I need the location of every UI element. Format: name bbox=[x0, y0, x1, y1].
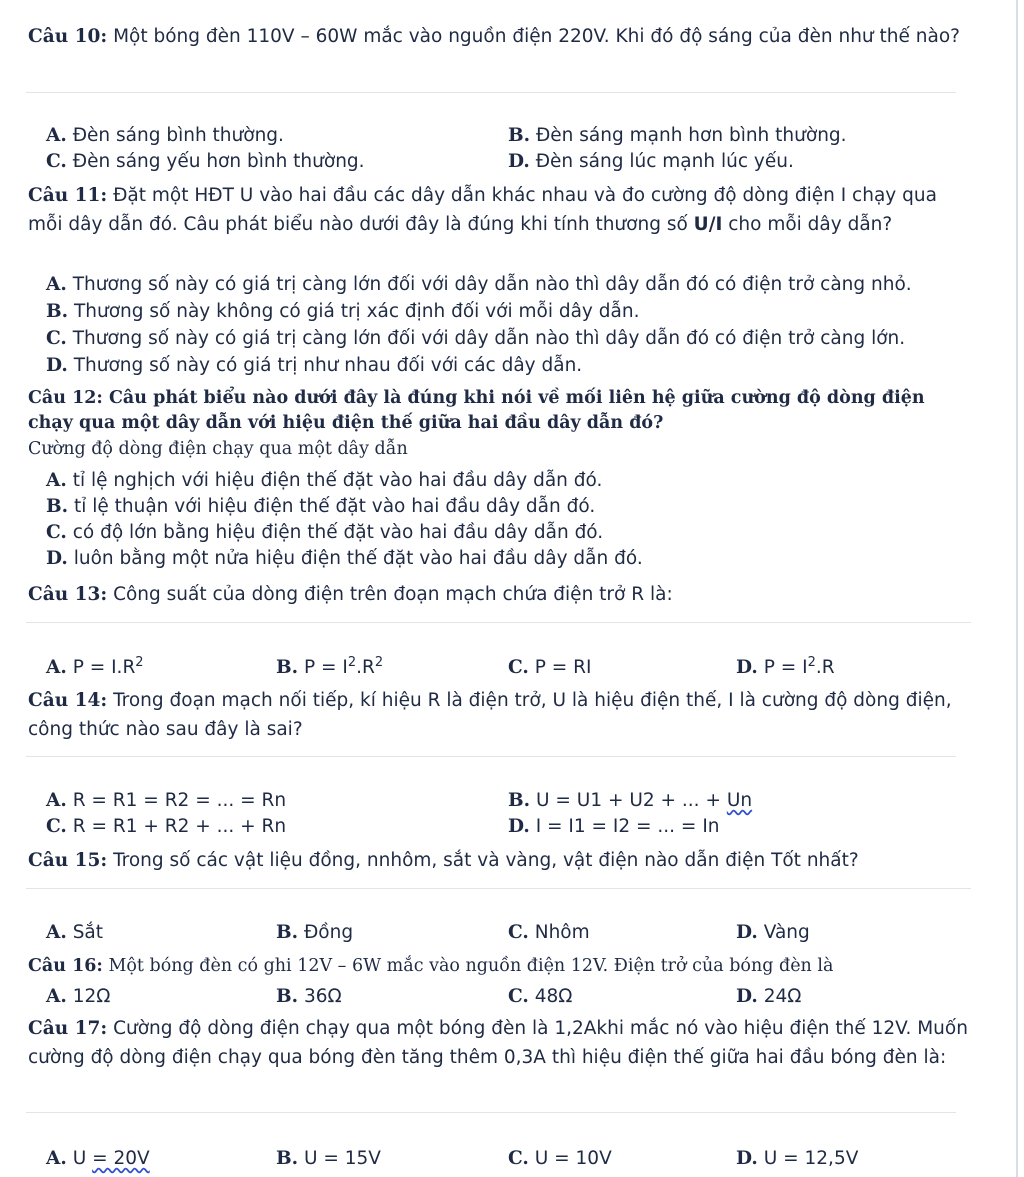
q10-option-b[interactable]: B. Đèn sáng mạnh hơn bình thường. bbox=[508, 125, 847, 146]
question-11: Câu 11: Đặt một HĐT U vào hai đầu các dây dẫn khác nhau và đo cường độ dòng điện I chạy qua mỗi dây dẫn đó. Câu phát biểu nào dưới đây là đúng khi tính thương số U/I cho mỗi dây dẫn? bbox=[28, 185, 937, 235]
q12-stem: Cường độ dòng điện chạy qua một dây dẫn bbox=[28, 439, 408, 459]
q13-option-b[interactable]: B. $P = I^2.R^2$ bbox=[276, 654, 384, 678]
question-17: Câu 17: Cường độ dòng điện chạy qua một bóng đèn là 1,2Akhi mắc nó vào hiệu điện thế 12V. Muốn cường độ dòng điện chạy qua bóng đèn tăng thêm 0,3A thì hiệu điện thế giữa hai đầu bóng đèn là: bbox=[28, 1018, 968, 1068]
question-15: Câu 15: Trong số các vật liệu đồng, nnhôm, sắt và vàng, vật điện nào dẫn điện Tốt nhất? bbox=[28, 850, 859, 871]
q11-option-b[interactable]: B. Thương số này không có giá trị xác định đối với mỗi dây dẫn. bbox=[46, 301, 640, 322]
q12-option-a[interactable]: A. tỉ lệ nghịch với hiệu điện thế đặt vào hai đầu dây dẫn đó. bbox=[46, 470, 603, 491]
question-12: Câu 12: Câu phát biểu nào dưới đây là đúng khi nói về mối liên hệ giữa cường độ dòng điện chạy qua một dây dẫn với hiệu điện thế giữa hai đầu dây dẫn đó? bbox=[28, 388, 925, 433]
question-10: Câu 10: Một bóng đèn 110V – 60W mắc vào nguồn điện 220V. Khi đó độ sáng của đèn như thế nào? bbox=[28, 26, 960, 47]
divider bbox=[26, 92, 956, 93]
divider bbox=[26, 888, 971, 889]
q16-option-c[interactable]: C. 48Ω bbox=[508, 986, 573, 1007]
q15-option-d[interactable]: D. Vàng bbox=[736, 922, 810, 943]
q15-option-c[interactable]: C. Nhôm bbox=[508, 922, 590, 943]
q16-option-d[interactable]: D. 24Ω bbox=[736, 986, 802, 1007]
question-16: Câu 16: Một bóng đèn có ghi 12V – 6W mắc vào nguồn điện 12V. Điện trở của bóng đèn là bbox=[28, 956, 834, 976]
q12-option-c[interactable]: C. có độ lớn bằng hiệu điện thế đặt vào hai đầu dây dẫn đó. bbox=[46, 522, 604, 543]
question-14: Câu 14: Trong đoạn mạch nối tiếp, kí hiệu R là điện trở, U là hiệu điện thế, I là cường độ dòng điện, công thức nào sau đây là sai? bbox=[28, 690, 952, 740]
question-13: Câu 13: Công suất của dòng điện trên đoạn mạch chứa điện trở R là: bbox=[28, 584, 673, 605]
q12-option-b[interactable]: B. tỉ lệ thuận với hiệu điện thế đặt vào hai đầu dây dẫn đó. bbox=[46, 496, 596, 517]
q12-option-d[interactable]: D. luôn bằng một nửa hiệu điện thế đặt vào hai đầu dây dẫn đó. bbox=[46, 548, 643, 569]
divider bbox=[26, 622, 971, 623]
q17-option-b[interactable]: B. U = 15V bbox=[276, 1148, 381, 1169]
q17-option-c[interactable]: C. U = 10V bbox=[508, 1148, 612, 1169]
q13-option-d[interactable]: D. $P = I^2.R$ bbox=[736, 654, 835, 678]
divider bbox=[26, 1112, 956, 1113]
q11-option-d[interactable]: D. Thương số này có giá trị như nhau đối với các dây dẫn. bbox=[46, 355, 583, 376]
q16-option-b[interactable]: B. 36Ω bbox=[276, 986, 342, 1007]
page-edge bbox=[1016, 0, 1018, 1177]
divider bbox=[26, 756, 956, 757]
q13-option-a[interactable]: A. $P = I.R^2$ bbox=[46, 654, 144, 678]
q14-option-a[interactable]: A. R = R1 = R2 = ... = Rn bbox=[46, 790, 287, 811]
q15-option-b[interactable]: B. Đồng bbox=[276, 922, 354, 943]
q14-option-b[interactable]: B. U = U1 + U2 + ... + Un bbox=[508, 790, 753, 811]
q17-option-d[interactable]: D. U = 12,5V bbox=[736, 1148, 859, 1169]
q16-option-a[interactable]: A. 12Ω bbox=[46, 986, 111, 1007]
q13-option-c[interactable]: C. P = RI bbox=[508, 657, 592, 678]
q14-option-d[interactable]: D. I = I1 = I2 = ... = In bbox=[508, 816, 720, 837]
q17-option-a[interactable]: A. U = 20V bbox=[46, 1148, 150, 1169]
q10-option-d[interactable]: D. Đèn sáng lúc mạnh lúc yếu. bbox=[508, 151, 794, 172]
q15-option-a[interactable]: A. Sắt bbox=[46, 922, 104, 943]
q11-option-a[interactable]: A. Thương số này có giá trị càng lớn đối với dây dẫn nào thì dây dẫn đó có điện trở càng nhỏ. bbox=[46, 274, 912, 295]
q14-option-c[interactable]: C. R = R1 + R2 + ... + Rn bbox=[46, 816, 287, 837]
q11-option-c[interactable]: C. Thương số này có giá trị càng lớn đối với dây dẫn nào thì dây dẫn đó có điện trở càng lớn. bbox=[46, 328, 906, 349]
q10-option-c[interactable]: C. Đèn sáng yếu hơn bình thường. bbox=[46, 151, 365, 172]
q10-option-a[interactable]: A. Đèn sáng bình thường. bbox=[46, 125, 284, 146]
